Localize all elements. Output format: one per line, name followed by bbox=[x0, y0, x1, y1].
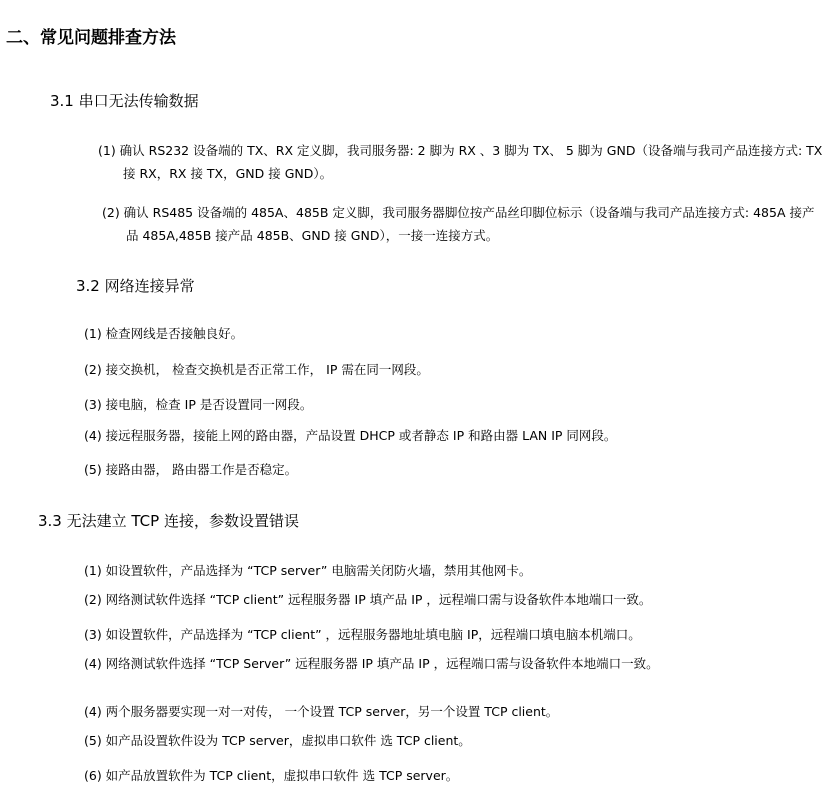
s31-item-2-line1: (2) 确认 RS485 设备端的 485A、485B 定义脚，我司服务器脚位按产品丝印脚位标示（设备端与我司产品连接方式: 485A 接产 bbox=[102, 205, 815, 220]
s33-item-1: (1) 如设置软件，产品选择为 “TCP server” 电脑需关闭防火墙，禁用其他网卡。 bbox=[84, 563, 532, 578]
s33-item-2: (2) 网络测试软件选择 “TCP client” 远程服务器 IP 填产品 IP ，远程端口需与设备软件本地端口一致。 bbox=[84, 592, 652, 607]
s33-item-3: (3) 如设置软件，产品选择为 “TCP client” ，远程服务器地址填电脑 IP，远程端口填电脑本机端口。 bbox=[84, 627, 641, 642]
heading-3-3: 3.3 无法建立 TCP 连接，参数设置错误 bbox=[38, 512, 299, 530]
s32-item-3: (3) 接电脑，检查 IP 是否设置同一网段。 bbox=[84, 397, 313, 412]
heading-3-2: 3.2 网络连接异常 bbox=[76, 277, 195, 295]
s33-item-7: (6) 如产品放置软件为 TCP client，虚拟串口软件 选 TCP server。 bbox=[84, 768, 459, 783]
s31-item-1-line1: (1) 确认 RS232 设备端的 TX、RX 定义脚，我司服务器: 2 脚为 RX 、3 脚为 TX、 5 脚为 GND（设备端与我司产品连接方式: TX bbox=[98, 143, 823, 158]
s32-item-4: (4) 接远程服务器，接能上网的路由器，产品设置 DHCP 或者静态 IP 和路由器 LAN IP 同网段。 bbox=[84, 428, 617, 443]
s32-item-5: (5) 接路由器， 路由器工作是否稳定。 bbox=[84, 462, 298, 477]
heading-3-1: 3.1 串口无法传输数据 bbox=[50, 92, 199, 110]
s33-item-4: (4) 网络测试软件选择 “TCP Server” 远程服务器 IP 填产品 IP ，远程端口需与设备软件本地端口一致。 bbox=[84, 656, 659, 671]
s32-item-2: (2) 接交换机， 检查交换机是否正常工作， IP 需在同一网段。 bbox=[84, 362, 429, 377]
s31-item-2-line2: 品 485A,485B 接产品 485B、GND 接 GND），一接一连接方式。 bbox=[126, 228, 499, 243]
s33-item-6: (5) 如产品设置软件设为 TCP server，虚拟串口软件 选 TCP client。 bbox=[84, 733, 471, 748]
s33-item-5: (4) 两个服务器要实现一对一对传， 一个设置 TCP server，另一个设置 TCP client。 bbox=[84, 704, 559, 719]
s32-item-1: (1) 检查网线是否接触良好。 bbox=[84, 326, 244, 341]
s31-item-1-line2: 接 RX，RX 接 TX，GND 接 GND）。 bbox=[123, 166, 333, 181]
section-title: 二、常见问题排查方法 bbox=[6, 28, 176, 48]
